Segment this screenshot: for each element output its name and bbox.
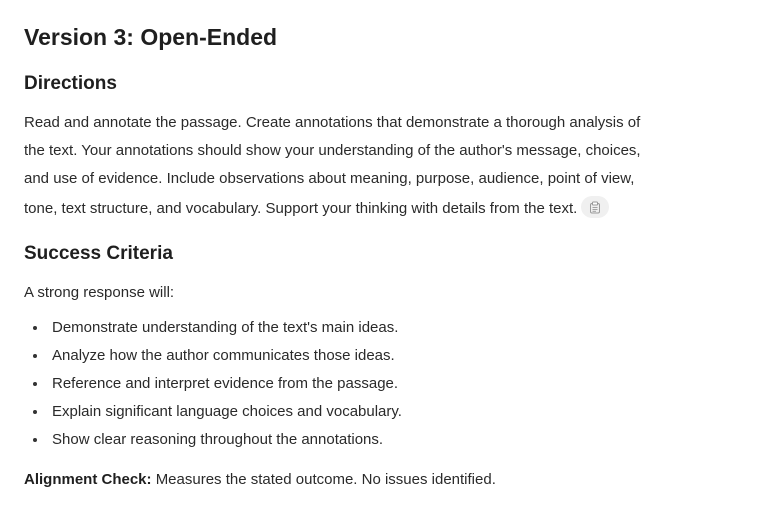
alignment-check [24, 466, 496, 494]
list-item-text: Explain significant language choices and vocabulary. [52, 403, 402, 420]
success-criteria-list [24, 314, 402, 454]
list-item-text: Show clear reasoning throughout the annotations. [52, 431, 384, 448]
directions-line-last [24, 193, 694, 225]
list-item [24, 398, 402, 426]
directions-text [24, 109, 694, 225]
list-item [24, 342, 402, 370]
copy-icon [589, 201, 601, 214]
list-item [24, 370, 402, 398]
list-item-text: Demonstrate understanding of the text's main ideas. [52, 319, 399, 336]
bullet-icon [33, 438, 37, 442]
alignment-check-text: Measures the stated outcome. No issues identified. [155, 471, 496, 488]
success-criteria-lead: A strong response will: [24, 284, 175, 301]
directions-line: the text. Your annotations should show your understanding of the author's message, choices, [24, 142, 641, 159]
list-item [24, 426, 402, 454]
bullet-icon [33, 326, 37, 330]
list-item-text: Analyze how the author communicates those ideas. [52, 347, 395, 364]
directions-line: Read and annotate the passage. Create annotations that demonstrate a thorough analysis of [24, 114, 641, 131]
page-title: Version 3: Open-Ended [24, 24, 278, 50]
bullet-icon [33, 354, 37, 358]
directions-heading: Directions [24, 73, 117, 94]
bullet-icon [33, 382, 37, 386]
directions-line: and use of evidence. Include observations about meaning, purpose, audience, point of view, [24, 170, 635, 187]
copy-button[interactable] [581, 196, 609, 218]
bullet-icon [33, 410, 37, 414]
alignment-check-label: Alignment Check: [24, 471, 152, 488]
success-criteria-heading: Success Criteria [24, 243, 173, 264]
list-item-text: Reference and interpret evidence from the passage. [52, 375, 399, 392]
list-item [24, 314, 402, 342]
directions-line: tone, text structure, and vocabulary. Support your thinking with details from the text. [24, 200, 578, 217]
